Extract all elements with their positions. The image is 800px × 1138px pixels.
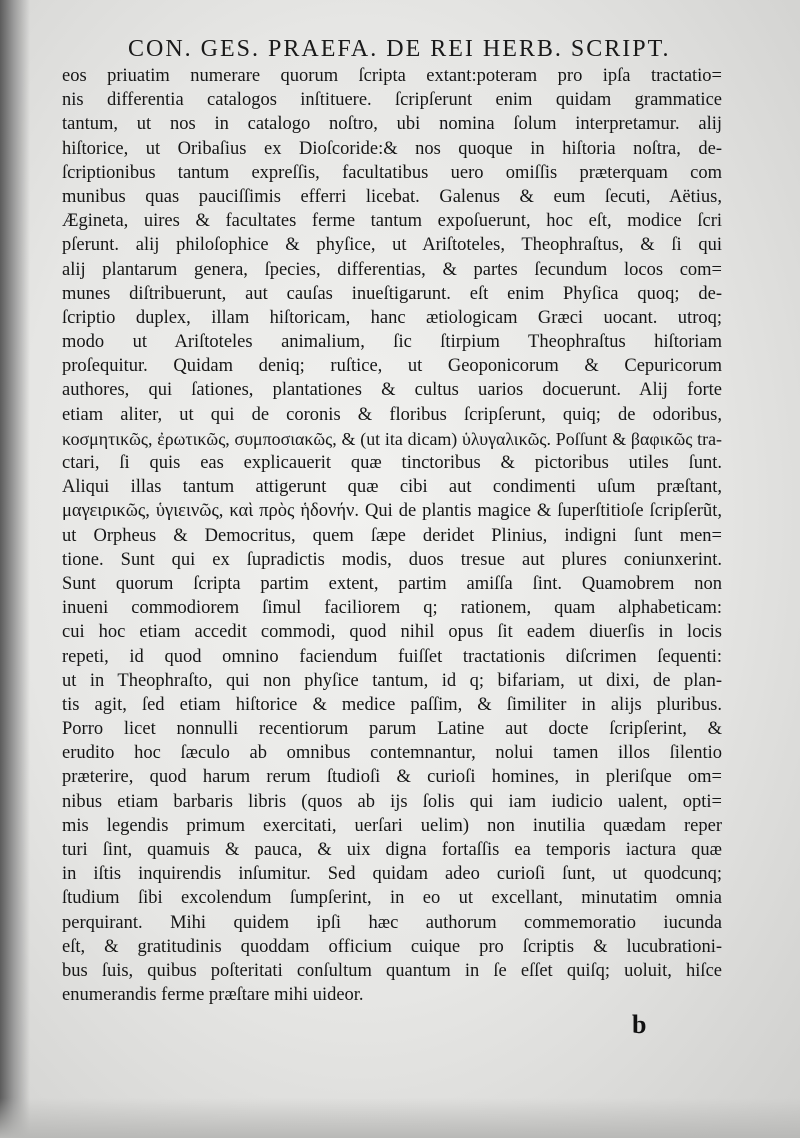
page-edge-shadow (0, 1098, 800, 1138)
text-line: eſt, & gratitudinis quoddam officium cuique pro ſcriptis & lucubrationi- (62, 936, 722, 957)
text-line: munes diſtribuerunt, aut cauſas inueſtigarunt. eſt enim Phyſica quoq; de- (62, 283, 722, 304)
text-line: nis differentia catalogos inſtituere. ſcripſerunt enim quidam grammatice (62, 90, 722, 111)
text-line: ſtudium ſibi excolendum ſumpſerint, in eo ut excellant, minutatim omnia (62, 888, 722, 909)
gutter-shadow (0, 0, 30, 1138)
text-line: tione. Sunt qui ex ſupradictis modis, duos tresue aut plures coniunxerint. (62, 549, 722, 570)
text-line: eos priuatim numerare quorum ſcripta extant:poteram pro ipſa tractatio= (62, 66, 722, 86)
running-head: CON. GES. PRAEFA. DE REI HERB. SCRIPT. (128, 36, 671, 62)
signature-mark: b (632, 1010, 647, 1039)
text-line: inueni commodiorem ſimul faciliorem q; rationem, quam alphabeticam: (62, 598, 722, 619)
body-text (62, 64, 722, 1007)
text-line: ſcriptio duplex, illam hiſtoricam, hanc ætiologicam Græci uocant. utroq; (62, 307, 722, 328)
text-line: repeti, id quod omnino faciendum fuiſſet tractationis diſcrimen ſequenti: (62, 646, 722, 667)
text-line: hiſtorice, ut Oribaſius ex Dioſcoride:& nos quoque in hiſtoria noſtra, de- (62, 138, 722, 159)
text-line: enumerandis ferme præſtare mihi uideor. (62, 985, 364, 1006)
text-line: tantum, ut nos in catalogo noſtro, ubi nomina ſolum interpretamur. alij (62, 114, 722, 135)
text-line: ſcriptionibus tantum expreſſis, facultatibus uero omiſſis præterquam com (62, 162, 722, 183)
text-line: mis legendis primum exercitati, uerſari uelim) non inutilia quædam reper (62, 815, 722, 836)
text-line: proſequitur. Quidam deniq; ruſtice, ut Geoponicorum & Cepuricorum (62, 356, 722, 377)
text-line: μαγειρικῶς, ὑγιεινῶς, καὶ πρὸς ἡδονήν. Qui de plantis magice & ſuperſtitioſe ſcripſerũt, (62, 501, 722, 522)
text-line: Ægineta, uires & facultates ferme tantum expoſuerunt, hoc eſt, modice ſcri (62, 211, 722, 232)
text-line: præterire, quod harum rerum ſtudioſi & curioſi homines, in pleriſque om= (62, 767, 722, 788)
text-line: munibus quas pauciſſimis efferri licebat. Galenus & eum ſecuti, Aëtius, (62, 186, 722, 207)
text-line: in iſtis inquirendis inſumitur. Sed quidam adeo curioſi ſunt, ut quodcunq; (62, 864, 722, 885)
text-line: Sunt quorum ſcripta partim extent, partim amiſſa ſint. Quamobrem non (62, 573, 722, 594)
text-line: Aliqui illas tantum attigerunt quæ cibi aut condimenti uſum præſtant, (62, 477, 722, 498)
text-line: ut Orpheus & Democritus, quem ſæpe deridet Plinius, indigni ſunt men= (62, 525, 722, 546)
text-line: perquirant. Mihi quidem ipſi hæc authorum commemoratio iucunda (62, 912, 722, 933)
text-line: κοσμητικῶς, ἐρωτικῶς, συμποσιακῶς, & (ut ita dicam) ὑλυγαλικῶς. Poſſunt & βαφικῶς tra- (62, 428, 722, 449)
text-line: alij plantarum genera, ſpecies, differentias, & partes ſecundum locos com= (62, 259, 722, 280)
text-line: ut in Theophraſto, qui non phyſice tantum, id q; bifariam, ut dixi, de plan- (62, 670, 722, 691)
text-line: turi ſint, quamuis & pauca, & uix digna fortaſſis ea temporis iactura quæ (62, 840, 722, 860)
text-line: tis agit, ſed etiam hiſtorice & medice paſſim, & ſimiliter in alijs pluribus. (62, 694, 722, 715)
text-line: authores, qui ſationes, plantationes & cultus uarios docuerunt. Alij forte (62, 380, 722, 401)
text-line: nibus etiam barbaris libris (quos ab ijs ſolis qui iam iudicio ualent, opti= (62, 791, 722, 812)
text-line: bus ſuis, quibus poſteritati conſultum quantum in ſe eſſet quiſq; uoluit, hiſce (62, 960, 722, 981)
text-line: cui hoc etiam accedit commodi, quod nihil opus ſit eadem diuerſis in locis (62, 622, 722, 643)
text-line: pſerunt. alij philoſophice & phyſice, ut Ariſtoteles, Theophraſtus, & ſi qui (62, 235, 722, 256)
text-line: etiam aliter, ut qui de coronis & floribus ſcripſerunt, quiq; de odoribus, (62, 404, 722, 425)
text-line: Porro licet nonnulli recentiorum parum Latine aut docte ſcripſerint, & (62, 719, 722, 740)
text-line: erudito hoc ſæculo ab omnibus contemnantur, nolui tamen illos ſilentio (62, 743, 722, 764)
text-line: modo ut Ariſtoteles animalium, ſic ſtirpium Theophraſtus hiſtoriam (62, 332, 722, 353)
text-line: ctari, ſi quis eas explicauerit quæ tinctoribus & pictoribus utiles ſunt. (62, 453, 722, 473)
